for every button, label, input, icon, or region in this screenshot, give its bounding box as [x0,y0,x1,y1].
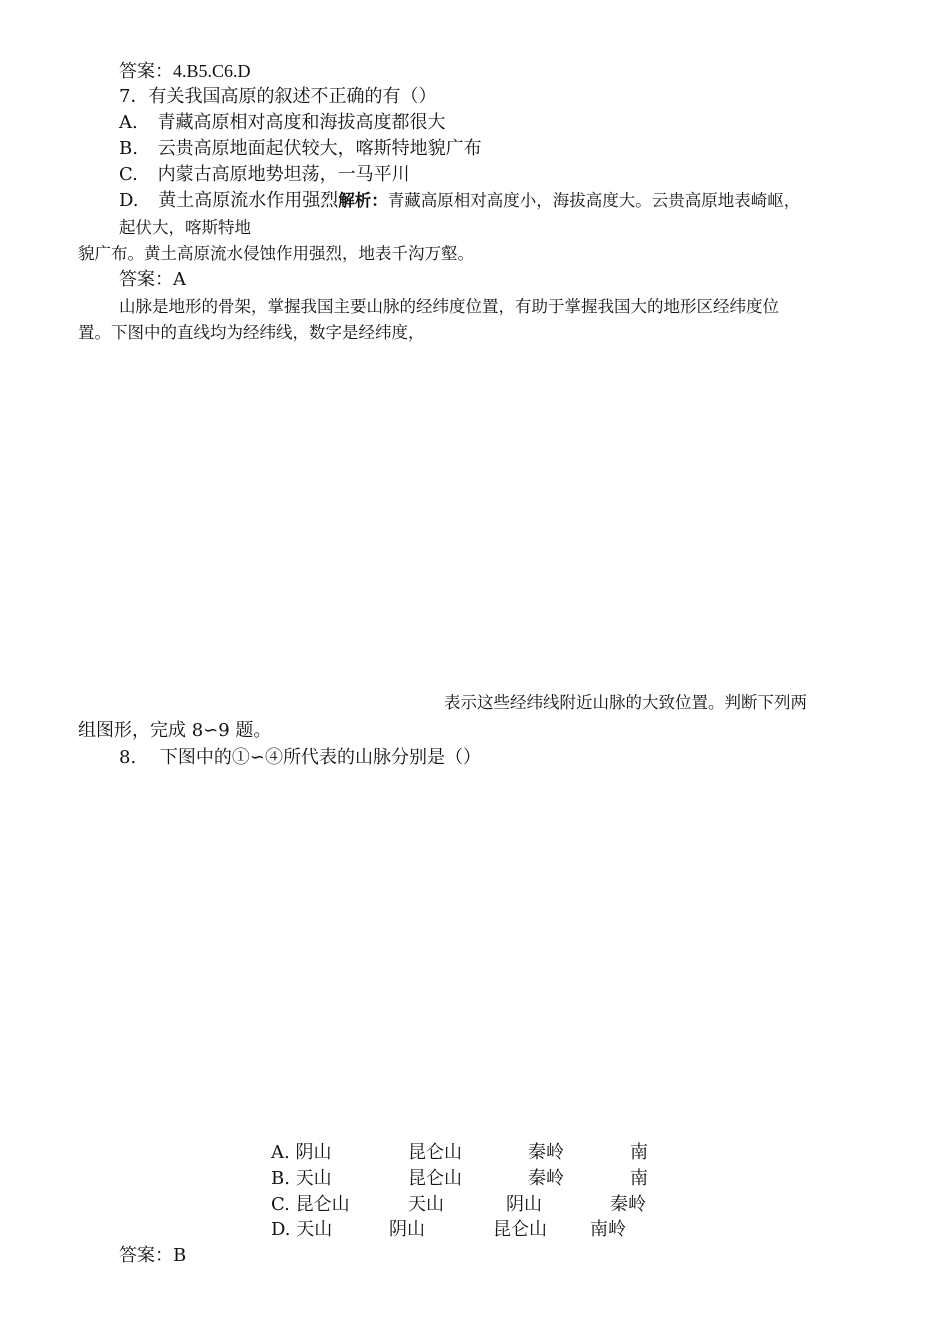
question-7-stem: 7．有关我国高原的叙述不正确的有（） [119,86,437,107]
answer-8: 答案：B [119,1245,187,1266]
option-c3: 阴山 [506,1194,542,1215]
question-7-option-a [119,112,445,134]
intro-line-3: 表示这些经纬线附近山脉的大致位置。判断下列两 [444,693,807,712]
figure-placeholder-2 [78,778,858,1133]
option-c2: 昆仑山 [408,1168,462,1189]
option-c1: 阴山 [295,1142,332,1163]
option-letter: A. [119,112,138,133]
intro-line-4: 组图形，完成 8∽9 题。 [78,720,272,741]
option-c4: 南 [630,1168,648,1189]
answer-4-6: 答案：4.B5.C6.D [119,61,251,81]
question-7-option-b [119,138,482,160]
question-number: 8. [119,747,137,768]
option-c1: 天山 [295,1168,332,1189]
option-c2: 阴山 [389,1219,425,1240]
option-c1: 昆仑山 [295,1194,350,1215]
option-c4: 秦岭 [610,1194,646,1215]
option-text: 内蒙古高原地势坦荡，一马平川 [157,164,410,185]
option-c4: 南岭 [590,1219,626,1240]
option-c2: 天山 [408,1194,444,1215]
question-7-option-d [119,190,800,212]
option-text: 黄土高原流水作用强烈 [158,190,339,211]
question-7-option-c [119,164,410,186]
option-letter: D. [271,1219,291,1240]
option-letter: D. [119,190,139,211]
option-c4: 南 [630,1142,648,1163]
analysis-continued-2: 貌广布。黄土高原流水侵蚀作用强烈，地表千沟万壑。 [78,244,474,263]
figure-placeholder [78,350,858,685]
option-letter: A. [271,1142,290,1163]
option-c2: 昆仑山 [408,1142,462,1163]
option-c1: 天山 [296,1219,333,1240]
option-c3: 秦岭 [528,1142,564,1163]
analysis-continued: 起伏大，喀斯特地 [119,218,251,237]
option-letter: B. [271,1168,290,1189]
option-c3: 昆仑山 [493,1219,547,1240]
option-letter: C. [271,1194,290,1215]
option-letter: B. [119,138,138,159]
question-text: 下图中的①∽④所代表的山脉分别是（） [159,747,482,768]
intro-line-2: 置。下图中的直线均为经纬线，数字是经纬度， [78,323,425,342]
analysis-label: 解析： [338,191,388,210]
option-text: 云贵高原地面起伏较大，喀斯特地貌广布 [157,138,482,159]
option-c3: 秦岭 [528,1168,564,1189]
intro-line-1: 山脉是地形的骨架，掌握我国主要山脉的经纬度位置，有助于掌握我国大的地形区经纬度位 [119,297,779,316]
option-letter: C. [119,164,138,185]
question-8-stem [119,747,481,769]
answer-7: 答案：A [119,269,186,290]
option-text: 青藏高原相对高度和海拔高度都很大 [157,112,446,133]
analysis-text: 青藏高原相对高度小，海拔高度大。云贵高原地表崎岖， [387,191,801,210]
